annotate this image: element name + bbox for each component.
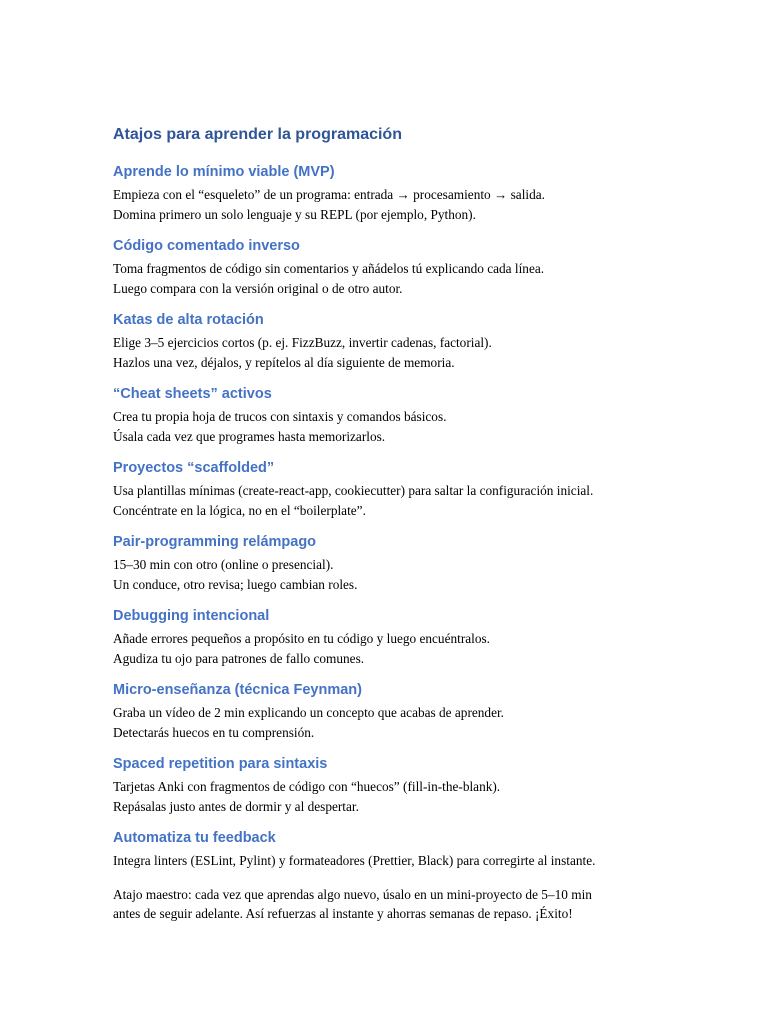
section-mvp <box>113 162 713 224</box>
section-line: Graba un vídeo de 2 min explicando un concepto que acabas de aprender. <box>113 705 504 720</box>
section-heading: “Cheat sheets” activos <box>113 386 272 402</box>
section-line: Agudiza tu ojo para patrones de fallo comunes. <box>113 650 365 666</box>
closing-line: Atajo maestro: cada vez que aprendas algo nuevo, úsalo en un mini-proyecto de 5–10 min <box>113 886 592 902</box>
section-line: 15–30 min con otro (online o presencial). <box>113 557 334 572</box>
section-line: Toma fragmentos de código sin comentarios y añádelos tú explicando cada línea. <box>113 261 545 276</box>
section-heading: Katas de alta rotación <box>113 312 264 328</box>
section-heading: Pair-programming relámpago <box>113 534 317 550</box>
closing-paragraph <box>113 885 713 924</box>
section-line: Hazlos una vez, déjalos, y repítelos al día siguiente de memoria. <box>113 354 455 370</box>
section-line: Crea tu propia hoja de trucos con sintaxis y comandos básicos. <box>113 409 447 424</box>
section-heading: Aprende lo mínimo viable (MVP) <box>113 164 335 180</box>
section-cheat-sheets <box>113 384 713 446</box>
section-heading: Spaced repetition para sintaxis <box>113 756 328 772</box>
section-line: Integra linters (ESLint, Pylint) y formateadores (Prettier, Black) para corregirte al instante. <box>113 853 596 868</box>
section-debugging <box>113 606 713 668</box>
section-line: Usa plantillas mínimas (create-react-app, cookiecutter) para saltar la configuración inicial. <box>113 483 594 498</box>
section-pair-programming <box>113 532 713 594</box>
section-line: Empieza con el “esqueleto” de un programa: entrada → procesamiento → salida. <box>113 187 545 202</box>
section-heading: Debugging intencional <box>113 608 270 624</box>
section-line: Tarjetas Anki con fragmentos de código con “huecos” (fill-in-the-blank). <box>113 779 501 794</box>
closing-line: antes de seguir adelante. Así refuerzas al instante y ahorras semanas de repaso. ¡Éxito! <box>113 906 573 921</box>
section-heading: Automatiza tu feedback <box>113 830 276 846</box>
section-katas <box>113 310 713 372</box>
section-heading: Micro-enseñanza (técnica Feynman) <box>113 682 362 698</box>
section-heading: Código comentado inverso <box>113 238 300 254</box>
section-line: Detectarás huecos en tu comprensión. <box>113 724 315 740</box>
section-line: Úsala cada vez que programes hasta memorizarlos. <box>113 428 386 444</box>
section-line: Añade errores pequeños a propósito en tu código y luego encuéntralos. <box>113 631 491 646</box>
section-line: Repásalas justo antes de dormir y al despertar. <box>113 798 359 814</box>
section-heading: Proyectos “scaffolded” <box>113 460 275 476</box>
section-micro-ensenanza <box>113 680 713 742</box>
section-codigo-comentado <box>113 236 713 298</box>
section-line: Concéntrate en la lógica, no en el “boilerplate”. <box>113 502 366 518</box>
section-automatiza <box>113 828 713 871</box>
document-title: Atajos para aprender la programación <box>113 126 402 143</box>
section-line: Elige 3–5 ejercicios cortos (p. ej. FizzBuzz, invertir cadenas, factorial). <box>113 335 492 350</box>
section-line: Luego compara con la versión original o de otro autor. <box>113 280 403 296</box>
section-scaffolded <box>113 458 713 520</box>
section-line: Domina primero un solo lenguaje y su REPL (por ejemplo, Python). <box>113 206 476 222</box>
document-page <box>113 124 713 924</box>
section-spaced-repetition <box>113 754 713 816</box>
section-line: Un conduce, otro revisa; luego cambian roles. <box>113 576 358 592</box>
